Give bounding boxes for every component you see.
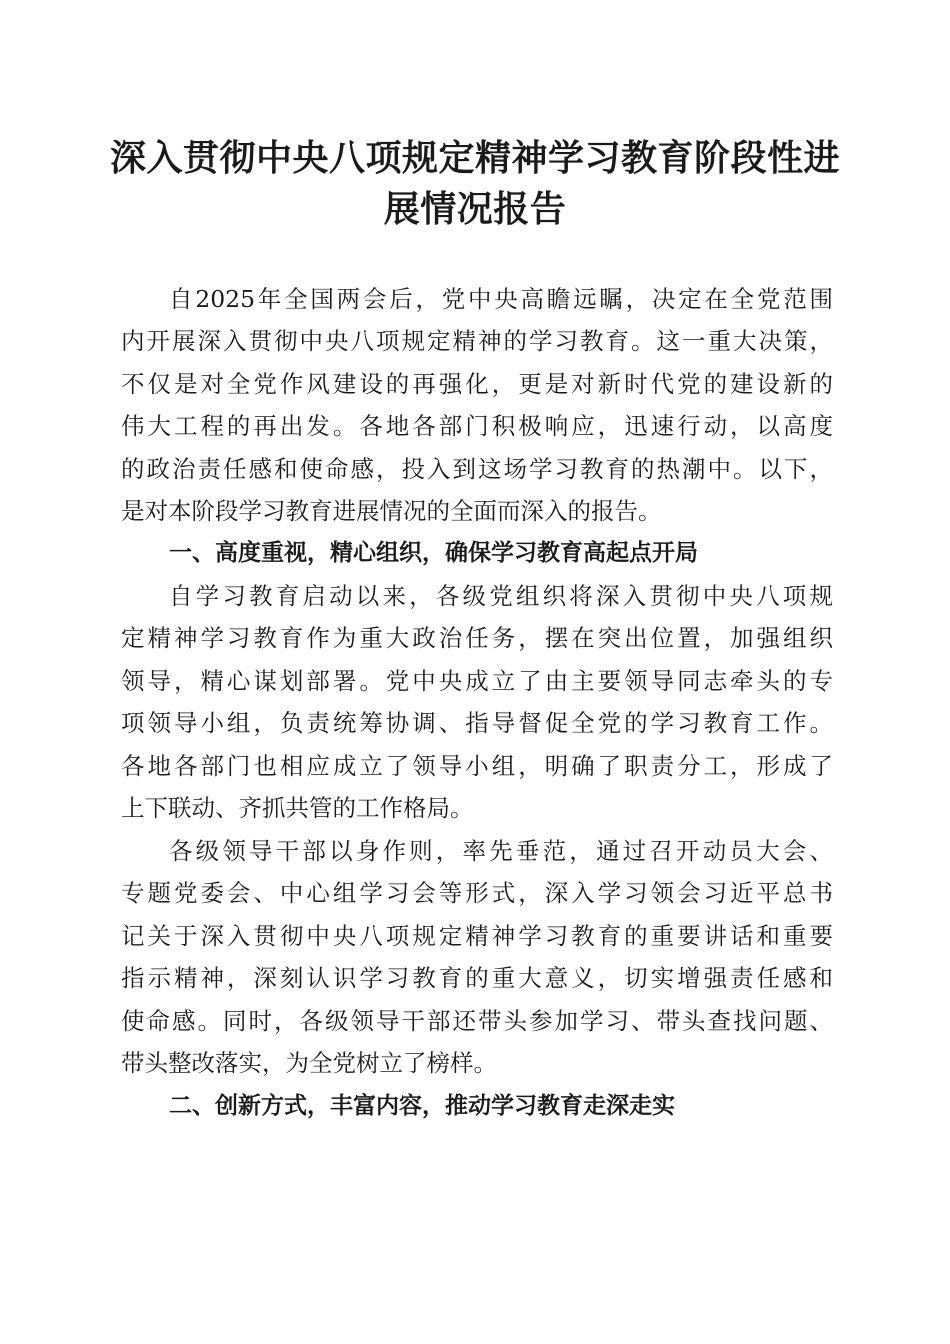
section-1-paragraph-1-line: 上下联动、齐抓共管的工作格局。	[121, 794, 474, 822]
intro-paragraph-line: 是对本阶段学习教育进展情况的全面而深入的报告。	[121, 497, 662, 525]
section-1-paragraph-2-line: 记关于深入贯彻中央八项规定精神学习教育的重要讲话和重要	[121, 922, 833, 950]
intro-paragraph-line: 伟大工程的再出发。各地各部门积极响应，迅速行动，以高度	[121, 412, 833, 440]
section-1-paragraph-2-line: 使命感。同时，各级领导干部还带头参加学习、带头查找问题、	[121, 1007, 833, 1035]
document-title-line-1: 深入贯彻中央八项规定精神学习教育阶段性进	[109, 137, 840, 179]
section-1-paragraph-2-line: 带头整改落实，为全党树立了榜样。	[121, 1049, 497, 1077]
section-heading-2: 二、创新方式，丰富内容，推动学习教育走深走实	[169, 1093, 675, 1119]
section-1-paragraph-2-line: 专题党委会、中心组学习会等形式，深入学习领会习近平总书	[121, 879, 833, 907]
intro-paragraph-line: 自2025年全国两会后，党中央高瞻远瞩，决定在全党范围	[169, 285, 833, 313]
section-1-paragraph-1-line: 定精神学习教育作为重大政治任务，摆在突出位置，加强组织	[121, 624, 833, 652]
intro-paragraph-line: 内开展深入贯彻中央八项规定精神的学习教育。这一重大决策，	[121, 327, 833, 355]
intro-paragraph-line: 不仅是对全党作风建设的再强化，更是对新时代党的建设新的	[121, 370, 833, 398]
section-1-paragraph-2-line: 指示精神，深刻认识学习教育的重大意义，切实增强责任感和	[121, 964, 833, 992]
section-1-paragraph-2-line: 各级领导干部以身作则，率先垂范，通过召开动员大会、	[169, 837, 833, 865]
section-1-paragraph-1-line: 项领导小组，负责统筹协调、指导督促全党的学习教育工作。	[121, 709, 833, 737]
document-title-line-2: 展情况报告	[383, 188, 567, 230]
section-heading-1: 一、高度重视，精心组织，确保学习教育高起点开局	[169, 540, 698, 566]
section-1-paragraph-1-line: 自学习教育启动以来，各级党组织将深入贯彻中央八项规	[169, 582, 833, 610]
section-1-paragraph-1-line: 各地各部门也相应成立了领导小组，明确了职责分工，形成了	[121, 752, 833, 780]
intro-paragraph-line: 的政治责任感和使命感，投入到这场学习教育的热潮中。以下，	[121, 455, 833, 483]
section-1-paragraph-1-line: 领导，精心谋划部署。党中央成立了由主要领导同志牵头的专	[121, 667, 833, 695]
